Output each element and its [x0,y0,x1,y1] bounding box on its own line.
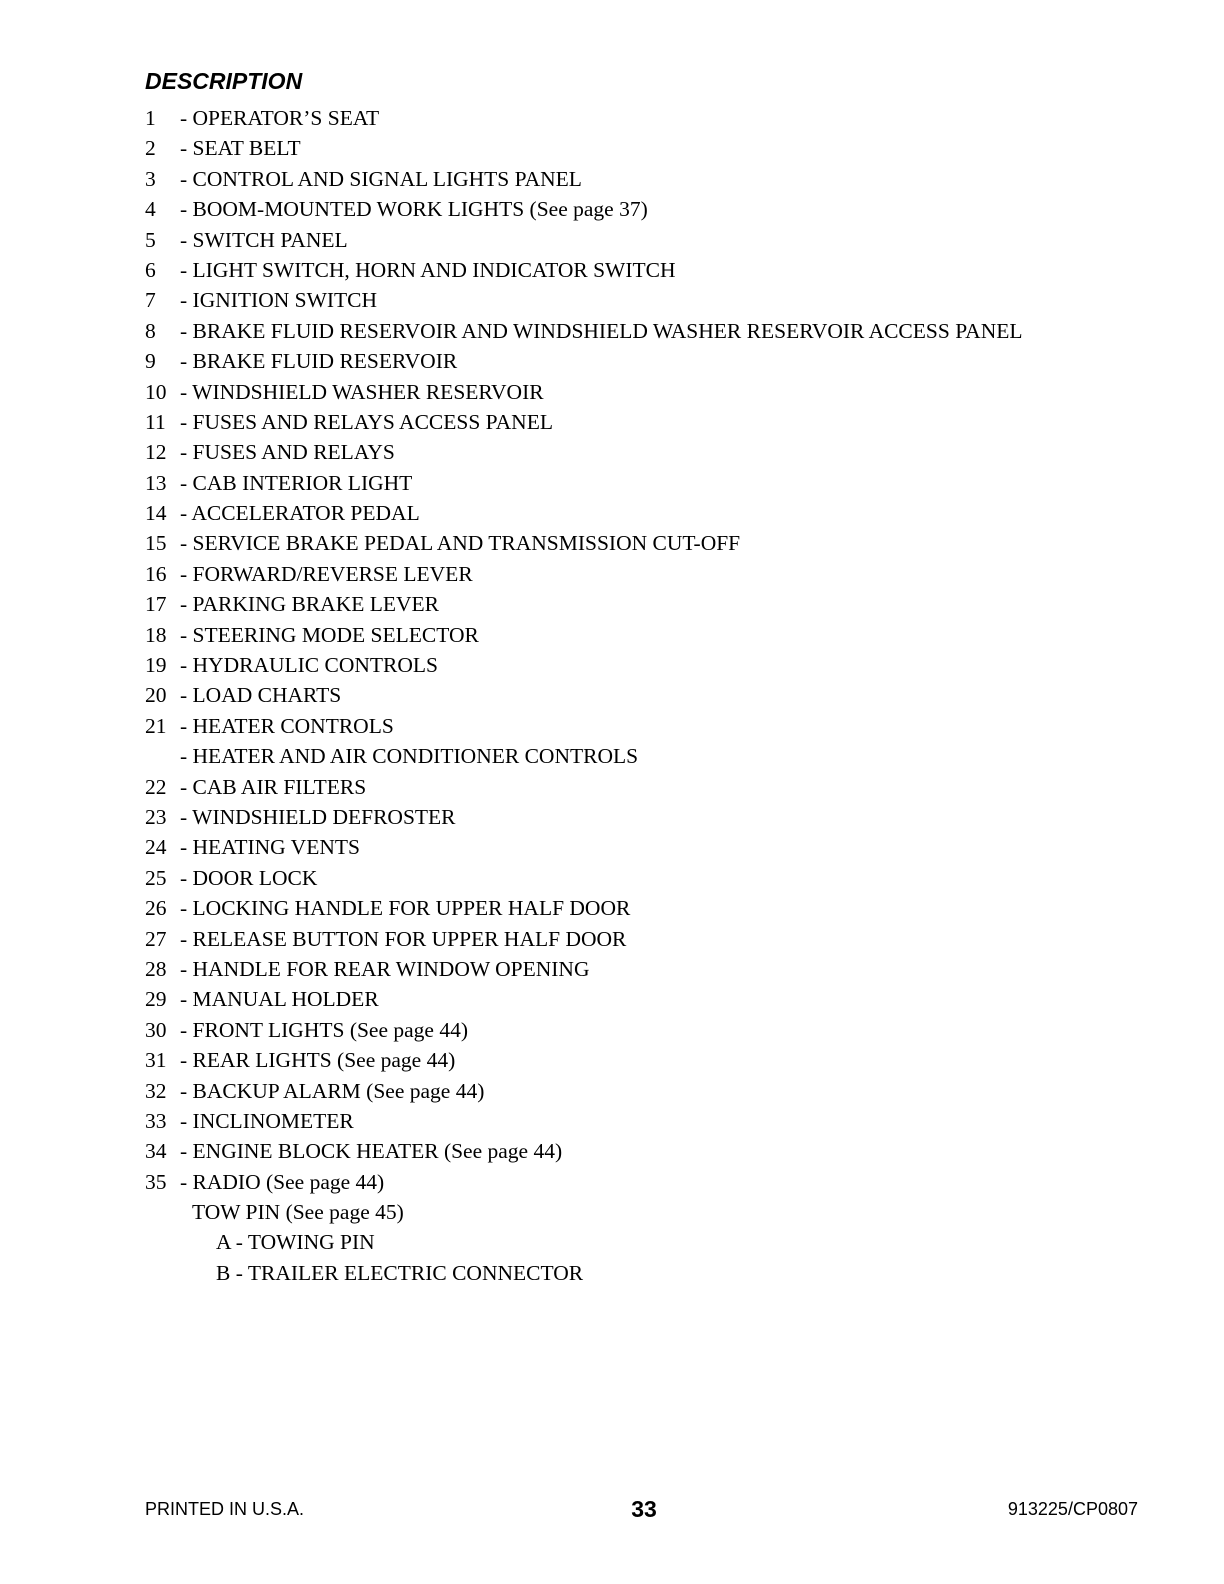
item-text: - RELEASE BUTTON FOR UPPER HALF DOOR [180,926,627,951]
list-item [145,103,1023,133]
item-number: 1 [145,106,156,130]
list-item [145,255,1023,285]
item-text: - DOOR LOCK [180,865,318,890]
item-text: - OPERATOR’S SEAT [180,106,380,130]
list-item [145,316,1023,346]
item-number: 3 [145,166,156,191]
item-text: - FRONT LIGHTS (See page 44) [180,1017,469,1042]
item-number: 10 [145,379,167,404]
item-number: 12 [145,440,167,465]
item-number: 26 [145,896,167,921]
item-number: 28 [145,956,167,981]
item-text: - WINDSHIELD DEFROSTER [180,804,456,829]
list-item [145,650,1023,680]
item-number: 15 [145,531,167,556]
item-number: 27 [145,926,167,951]
item-number: 33 [145,1108,167,1133]
item-text: - HEATER AND AIR CONDITIONER CONTROLS [180,744,639,769]
footer-printed: PRINTED IN U.S.A. [145,1499,305,1519]
item-number: 19 [145,653,167,678]
item-number: 13 [145,470,167,495]
item-text: - RADIO (See page 44) [180,1169,385,1194]
list-item [145,680,1023,710]
item-text: - SWITCH PANEL [180,227,348,252]
item-text: - REAR LIGHTS (See page 44) [180,1048,456,1073]
item-number: 4 [145,197,156,222]
list-item [145,620,1023,650]
section-heading: DESCRIPTION [145,68,303,94]
item-number: 11 [145,409,166,434]
list-item [145,1076,1023,1106]
item-text: - LOAD CHARTS [180,683,342,708]
item-text: - FORWARD/REVERSE LEVER [180,561,473,586]
list-item [145,1045,1023,1075]
item-text: - HEATER CONTROLS [180,713,394,738]
item-text: - SEAT BELT [180,136,301,161]
item-number: 18 [145,622,167,647]
footer-doc-code: 913225/CP0807 [1007,1499,1138,1519]
list-item [145,711,1023,741]
item-number: 32 [145,1078,167,1103]
list-item [145,893,1023,923]
list-item [145,437,1023,467]
item-text: - WINDSHIELD WASHER RESERVOIR [180,379,544,404]
list-item [145,863,1023,893]
tow-pin-title: TOW PIN (See page 45) [192,1200,404,1224]
item-number: 2 [145,136,156,161]
item-text: - ENGINE BLOCK HEATER (See page 44) [180,1139,563,1164]
item-text: - STEERING MODE SELECTOR [180,622,479,647]
list-item [145,407,1023,437]
list-item [145,377,1023,407]
list-item [145,1167,1023,1197]
item-text: - FUSES AND RELAYS [180,440,395,465]
page-number: 33 [631,1496,657,1522]
item-text: - IGNITION SWITCH [180,288,378,313]
item-number: 5 [145,227,156,252]
list-item [145,924,1023,954]
item-text: - BRAKE FLUID RESERVOIR AND WINDSHIELD WASHER RESERVOIR ACCESS PANEL [180,318,1023,343]
item-text: - BRAKE FLUID RESERVOIR [180,349,458,374]
list-item [145,225,1023,255]
item-number: 35 [145,1169,167,1194]
item-number: 34 [145,1139,167,1164]
item-number: 20 [145,683,167,708]
list-item [145,194,1023,224]
item-text: - HEATING VENTS [180,835,360,860]
item-number: 31 [145,1048,167,1073]
item-text: - LOCKING HANDLE FOR UPPER HALF DOOR [180,896,631,921]
tow-pin-sub-a: A - TOWING PIN [216,1230,375,1255]
tow-pin-sub-b: B - TRAILER ELECTRIC CONNECTOR [216,1260,584,1285]
item-number: 14 [145,501,167,526]
list-item [145,589,1023,619]
item-number: 25 [145,865,167,890]
list-item [145,1106,1023,1136]
description-list [145,103,1023,1197]
item-text: - PARKING BRAKE LEVER [180,592,440,617]
item-number: 9 [145,349,156,374]
list-item [145,164,1023,194]
list-item [145,802,1023,832]
list-item [145,285,1023,315]
list-item [145,468,1023,498]
item-text: - BACKUP ALARM (See page 44) [180,1078,485,1103]
item-text: - CAB AIR FILTERS [180,774,367,799]
list-item [145,832,1023,862]
tow-pin-section [0,1197,583,1288]
item-number: 23 [145,804,167,829]
list-item [145,954,1023,984]
item-number: 30 [145,1017,167,1042]
list-item [145,1015,1023,1045]
item-number: 29 [145,987,167,1012]
item-text: - INCLINOMETER [180,1108,354,1133]
list-item [145,498,1023,528]
list-item [145,559,1023,589]
item-number: 7 [145,288,156,313]
item-text: - HANDLE FOR REAR WINDOW OPENING [180,956,590,981]
item-number: 6 [145,257,156,282]
item-text: - CAB INTERIOR LIGHT [180,470,413,495]
list-item [145,133,1023,163]
list-item [145,741,1023,771]
item-number: 16 [145,561,167,586]
item-number: 21 [145,713,167,738]
list-item [145,346,1023,376]
item-text: - HYDRAULIC CONTROLS [180,653,438,678]
item-text: - BOOM-MOUNTED WORK LIGHTS (See page 37) [180,197,648,222]
item-number: 17 [145,592,167,617]
list-item [145,984,1023,1014]
item-number: 8 [145,318,156,343]
list-item [145,772,1023,802]
item-text: - LIGHT SWITCH, HORN AND INDICATOR SWITCH [180,257,676,282]
list-item [145,528,1023,558]
item-number: 24 [145,835,167,860]
item-text: - SERVICE BRAKE PEDAL AND TRANSMISSION CUT-OFF [180,531,741,556]
item-text: - FUSES AND RELAYS ACCESS PANEL [180,409,553,434]
item-text: - CONTROL AND SIGNAL LIGHTS PANEL [180,166,582,191]
item-text: - MANUAL HOLDER [180,987,379,1012]
item-number: 22 [145,774,167,799]
item-text: - ACCELERATOR PEDAL [180,501,420,526]
list-item [145,1136,1023,1166]
